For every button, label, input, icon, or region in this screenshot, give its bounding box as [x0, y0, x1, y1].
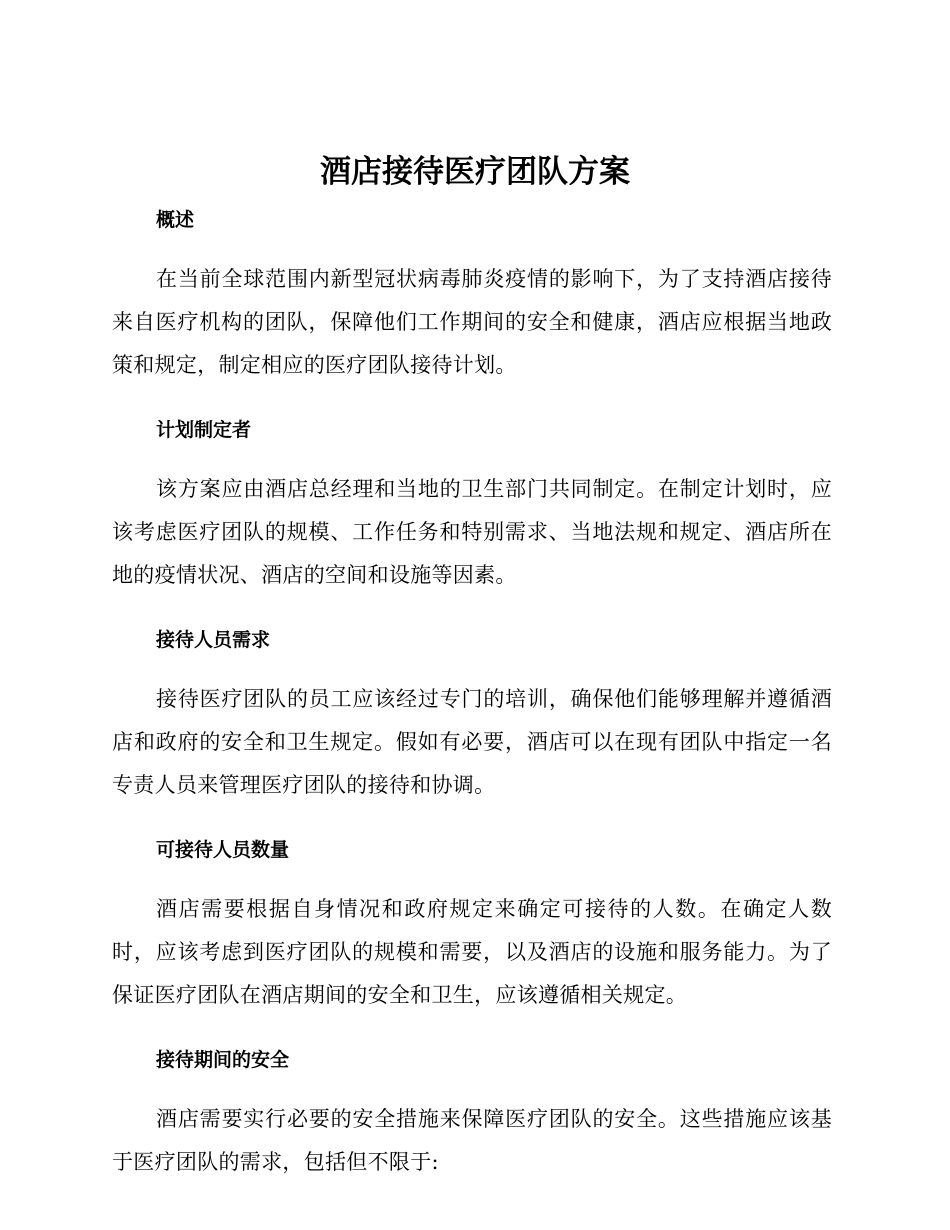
section-capacity	[112, 830, 832, 1017]
section-heading: 计划制定者	[156, 419, 252, 441]
section-staff-requirements	[112, 620, 832, 807]
section-paragraph: 酒店需要实行必要的安全措施来保障医疗团队的安全。这些措施应该基于医疗团队的需求，包括但不限于:	[112, 1107, 832, 1174]
document-body	[112, 200, 832, 1207]
section-plan-makers	[112, 410, 832, 597]
document-title: 酒店接待医疗团队方案	[320, 154, 630, 190]
section-heading: 接待期间的安全	[156, 1049, 290, 1071]
section-heading: 接待人员需求	[156, 629, 271, 651]
section-heading: 概述	[156, 209, 195, 231]
section-heading: 可接待人员数量	[156, 839, 290, 861]
section-paragraph: 在当前全球范围内新型冠状病毒肺炎疫情的影响下，为了支持酒店接待来自医疗机构的团队，保障他们工作期间的安全和健康，酒店应根据当地政策和规定，制定相应的医疗团队接待计划。	[112, 267, 832, 377]
section-overview	[112, 200, 832, 387]
section-paragraph: 接待医疗团队的员工应该经过专门的培训，确保他们能够理解并遵循酒店和政府的安全和卫生规定。假如有必要，酒店可以在现有团队中指定一名专责人员来管理医疗团队的接待和协调。	[112, 687, 832, 797]
section-paragraph: 酒店需要根据自身情况和政府规定来确定可接待的人数。在确定人数时，应该考虑到医疗团队的规模和需要，以及酒店的设施和服务能力。为了保证医疗团队在酒店期间的安全和卫生，应该遵循相关规定。	[112, 897, 832, 1007]
section-paragraph: 该方案应由酒店总经理和当地的卫生部门共同制定。在制定计划时，应该考虑医疗团队的规模、工作任务和特别需求、当地法规和规定、酒店所在地的疫情状况、酒店的空间和设施等因素。	[112, 477, 832, 587]
section-safety	[112, 1040, 832, 1184]
